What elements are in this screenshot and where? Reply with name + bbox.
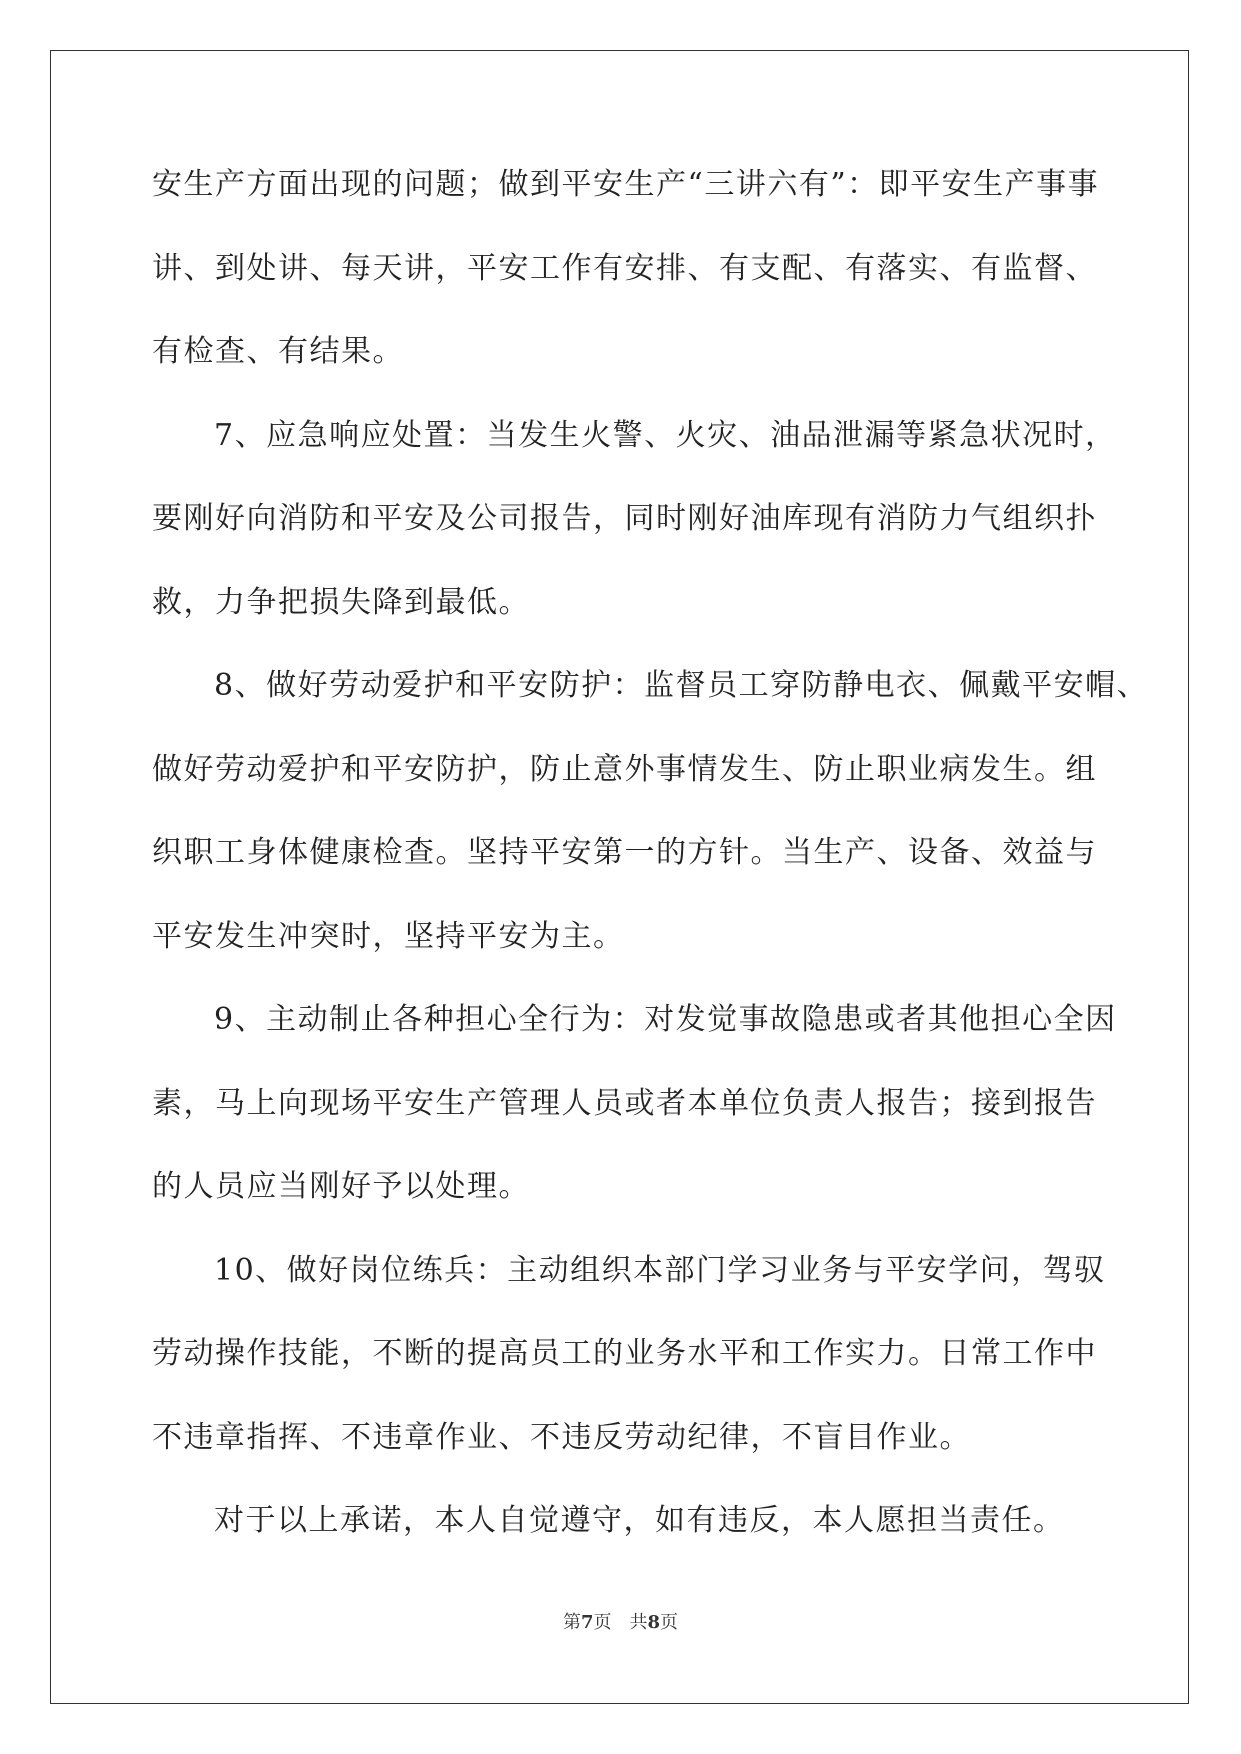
text-line: 讲、到处讲、每天讲，平安工作有安排、有支配、有落实、有监督、 [152, 250, 1097, 286]
text-line: 织职工身体健康检查。坚持平安第一的方针。当生产、设备、效益与 [152, 835, 1097, 870]
footer-prefix: 第 [562, 1612, 581, 1633]
text-line: 劳动操作技能，不断的提高员工的业务水平和工作实力。日常工作中 [152, 1336, 1097, 1371]
text-line: 8、做好劳动爱护和平安防护：监督员工穿防静电衣、佩戴平安帽、 [214, 668, 1149, 703]
text-line: 9、主动制止各种担心全行为：对发觉事故隐患或者其他担心全因 [214, 1002, 1117, 1037]
text-line: 的人员应当刚好予以处理。 [152, 1169, 530, 1204]
text-line: 安生产方面出现的问题；做到平安生产“三讲六有”：即平安生产事事 [152, 167, 1100, 202]
footer-total-pages: 8 [647, 1612, 661, 1633]
text-line: 对于以上承诺，本人自觉遵守，如有违反，本人愿担当责任。 [214, 1503, 1065, 1538]
page-footer [0, 1608, 1241, 1634]
text-line: 平安发生冲突时，坚持平安为主。 [152, 918, 625, 954]
text-line: 素，马上向现场平安生产管理人员或者本单位负责人报告；接到报告 [152, 1085, 1097, 1121]
text-line: 救，力争把损失降到最低。 [152, 584, 530, 620]
text-line: 有检查、有结果。 [152, 334, 404, 369]
text-line: 不违章指挥、不违章作业、不违反劳动纪律，不盲目作业。 [152, 1419, 971, 1455]
text-line: 做好劳动爱护和平安防护，防止意外事情发生、防止职业病发生。组 [152, 751, 1097, 787]
footer-middle: 页 共 [593, 1612, 648, 1633]
document-body [152, 160, 1149, 1580]
text-line: 要刚好向消防和平安及公司报告，同时刚好油库现有消防力气组织扑 [152, 501, 1097, 536]
footer-current-page: 7 [580, 1612, 594, 1633]
text-line: 10、做好岗位练兵：主动组织本部门学习业务与平安学问，驾驭 [214, 1252, 1106, 1288]
text-line: 7、应急响应处置：当发生火警、火灾、油品泄漏等紧急状况时， [214, 417, 1117, 453]
footer-suffix: 页 [660, 1612, 679, 1633]
